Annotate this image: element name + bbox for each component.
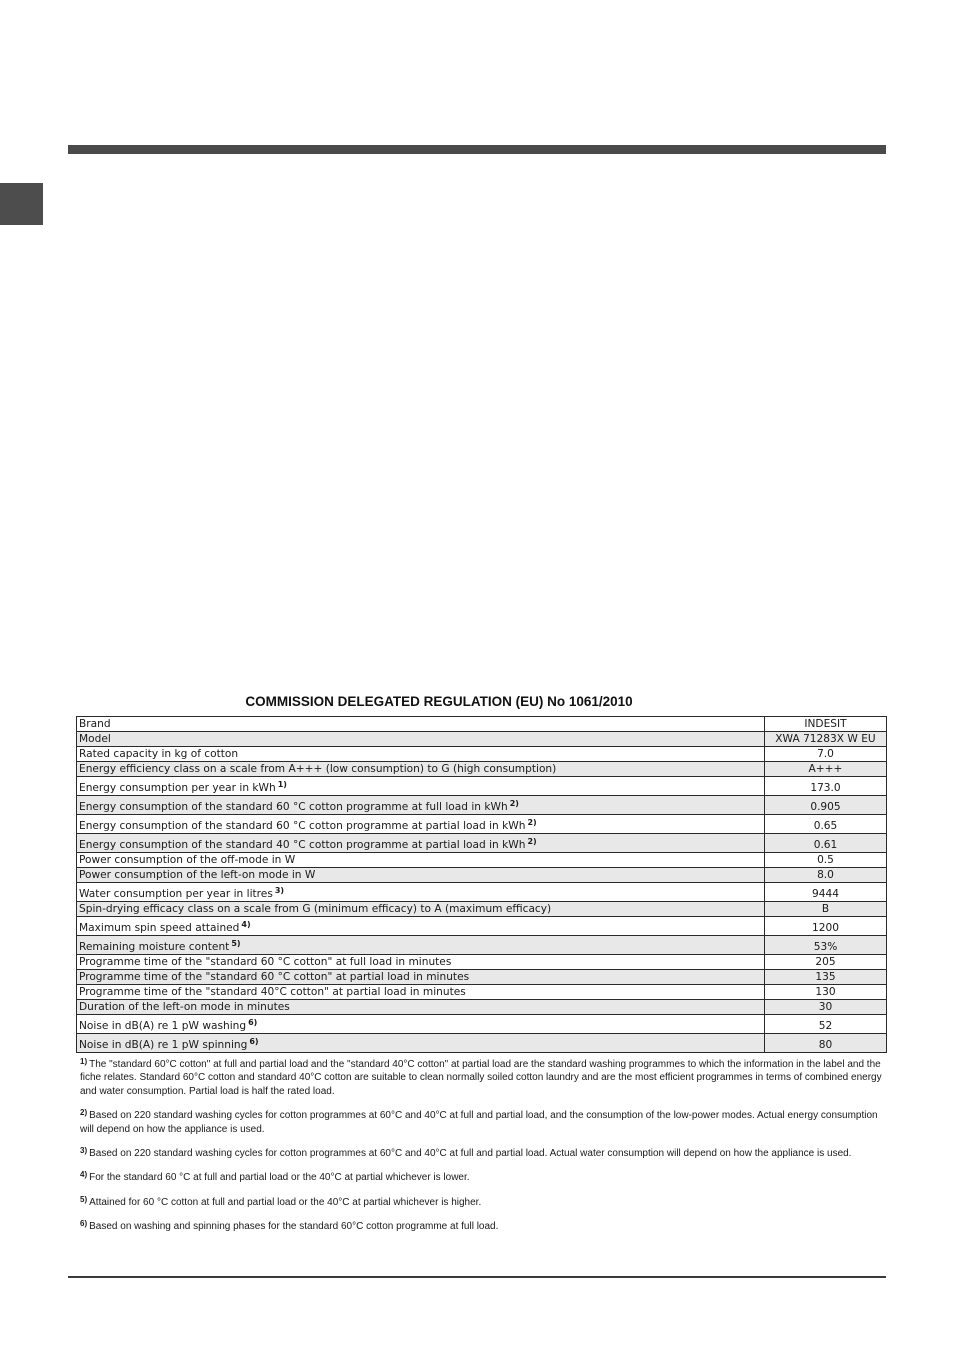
row-value: XWA 71283X W EU bbox=[765, 732, 887, 747]
table-row bbox=[77, 717, 887, 732]
table-row bbox=[77, 853, 887, 868]
row-label: Remaining moisture content $^{5)}$ bbox=[77, 936, 765, 955]
table-row bbox=[77, 917, 887, 936]
footnote bbox=[80, 1220, 886, 1233]
table-row bbox=[77, 732, 887, 747]
row-value: 7.0 bbox=[765, 747, 887, 762]
row-label: Maximum spin speed attained $^{4)}$ bbox=[77, 917, 765, 936]
footnote-number: 2) bbox=[80, 1108, 88, 1118]
footnote bbox=[80, 1147, 886, 1160]
row-label: Water consumption per year in litres $^{3)}$ bbox=[77, 883, 765, 902]
row-value: 0.905 bbox=[765, 796, 887, 815]
row-value: 53% bbox=[765, 936, 887, 955]
footnote-number: 4) bbox=[80, 1170, 88, 1180]
row-value: 0.65 bbox=[765, 815, 887, 834]
footnote bbox=[80, 1109, 886, 1136]
row-value: INDESIT bbox=[765, 717, 887, 732]
table-row bbox=[77, 1015, 887, 1034]
table-row bbox=[77, 955, 887, 970]
footnote-ref: 2) bbox=[527, 818, 537, 827]
footnote-number: 1) bbox=[80, 1057, 88, 1066]
footnote-text: For the standard 60 °C at full and partial load or the 40°C at partial whichever is lower. bbox=[89, 1172, 470, 1184]
footnote bbox=[80, 1196, 886, 1209]
footnote-ref: 6) bbox=[248, 1018, 258, 1027]
footnote-ref: 2) bbox=[509, 799, 519, 808]
row-value: 0.61 bbox=[765, 834, 887, 853]
header-rule bbox=[68, 145, 886, 154]
row-label: Energy consumption of the standard 60 °C cotton programme at full load in kWh $^{2)}$ bbox=[77, 796, 765, 815]
row-value: A+++ bbox=[765, 762, 887, 777]
row-value: 8.0 bbox=[765, 868, 887, 883]
row-label: Power consumption of the left-on mode in W bbox=[77, 868, 765, 883]
row-label: Spin-drying efficacy class on a scale from G (minimum efficacy) to A (maximum efficacy) bbox=[77, 902, 765, 917]
footnote-ref: 4) bbox=[241, 920, 251, 929]
footnote-number: 6) bbox=[80, 1219, 88, 1229]
footnote-text: Attained for 60 °C cotton at full and partial load or the 40°C at partial whichever is higher. bbox=[89, 1196, 482, 1208]
footnotes bbox=[80, 1058, 886, 1245]
footnote-ref: 5) bbox=[231, 939, 241, 948]
table-row bbox=[77, 883, 887, 902]
footnote-number: 3) bbox=[80, 1146, 88, 1156]
footnote bbox=[80, 1171, 886, 1184]
footnote-text: The "standard 60°C cotton" at full and partial load and the "standard 40°C cotton" at partial load are the standard washing programmes to which the information in the label and the fiche relates. Standard 60°C cotton and standard 40°C cotton are suitable to clean normally soiled cotton laundry and are the most efficient programmes in terms of combined energy and water consumption. Partial load is half the rated load. bbox=[80, 1059, 882, 1097]
table-row bbox=[77, 777, 887, 796]
row-value: 130 bbox=[765, 985, 887, 1000]
product-fiche-table bbox=[76, 716, 887, 1053]
footnote-text: Based on 220 standard washing cycles for cotton programmes at 60°C and 40°C at full and partial load. Actual water consumption will depend on how the appliance is used. bbox=[89, 1148, 852, 1160]
row-value: 135 bbox=[765, 970, 887, 985]
footnote-ref: 1) bbox=[277, 780, 287, 789]
row-value: 173.0 bbox=[765, 777, 887, 796]
table-row bbox=[77, 1034, 887, 1053]
row-label: Noise in dB(A) re 1 pW spinning $^{6)}$ bbox=[77, 1034, 765, 1053]
row-label: Duration of the left-on mode in minutes bbox=[77, 1000, 765, 1015]
row-value: 80 bbox=[765, 1034, 887, 1053]
footnote-ref: 3) bbox=[274, 886, 285, 895]
language-tab-marker bbox=[0, 183, 43, 225]
row-value: 0.5 bbox=[765, 853, 887, 868]
table-row bbox=[77, 762, 887, 777]
footnote bbox=[80, 1058, 886, 1098]
row-value: 30 bbox=[765, 1000, 887, 1015]
row-label: Power consumption of the off-mode in W bbox=[77, 853, 765, 868]
row-label: Model bbox=[77, 732, 765, 747]
table-row bbox=[77, 834, 887, 853]
table-row bbox=[77, 868, 887, 883]
table-row bbox=[77, 936, 887, 955]
row-label: Rated capacity in kg of cotton bbox=[77, 747, 765, 762]
footnote-ref: 2) bbox=[527, 837, 537, 846]
row-label: Programme time of the "standard 60 °C cotton" at full load in minutes bbox=[77, 955, 765, 970]
row-value: 1200 bbox=[765, 917, 887, 936]
row-label: Energy consumption of the standard 40 °C cotton programme at partial load in kWh $^{2)}$ bbox=[77, 834, 765, 853]
row-label: Noise in dB(A) re 1 pW washing $^{6)}$ bbox=[77, 1015, 765, 1034]
table-row bbox=[77, 1000, 887, 1015]
regulation-title: COMMISSION DELEGATED REGULATION (EU) No 1061/2010 bbox=[245, 694, 633, 709]
footnote-text: Based on 220 standard washing cycles for cotton programmes at 60°C and 40°C at full and partial load, and the consumption of the low-power modes. Actual energy consumption will depend on how the appliance is used. bbox=[80, 1110, 878, 1135]
table-row bbox=[77, 902, 887, 917]
row-label: Energy efficiency class on a scale from A+++ (low consumption) to G (high consumption) bbox=[77, 762, 765, 777]
table-row bbox=[77, 747, 887, 762]
row-label: Brand bbox=[77, 717, 765, 732]
table-row bbox=[77, 796, 887, 815]
footnote-ref: 6) bbox=[249, 1037, 259, 1046]
row-value: B bbox=[765, 902, 887, 917]
table-row bbox=[77, 815, 887, 834]
footnote-number: 5) bbox=[80, 1194, 88, 1204]
footnote-text: Based on washing and spinning phases for the standard 60°C cotton programme at full load. bbox=[89, 1221, 499, 1233]
footer-rule bbox=[68, 1276, 886, 1278]
row-label: Programme time of the "standard 40°C cotton" at partial load in minutes bbox=[77, 985, 765, 1000]
row-label: Programme time of the "standard 60 °C cotton" at partial load in minutes bbox=[77, 970, 765, 985]
row-label: Energy consumption per year in kWh $^{1)}$ bbox=[77, 777, 765, 796]
row-value: 205 bbox=[765, 955, 887, 970]
row-value: 9444 bbox=[765, 883, 887, 902]
row-label: Energy consumption of the standard 60 °C cotton programme at partial load in kWh $^{2)}$ bbox=[77, 815, 765, 834]
table-row bbox=[77, 985, 887, 1000]
row-value: 52 bbox=[765, 1015, 887, 1034]
table-row bbox=[77, 970, 887, 985]
